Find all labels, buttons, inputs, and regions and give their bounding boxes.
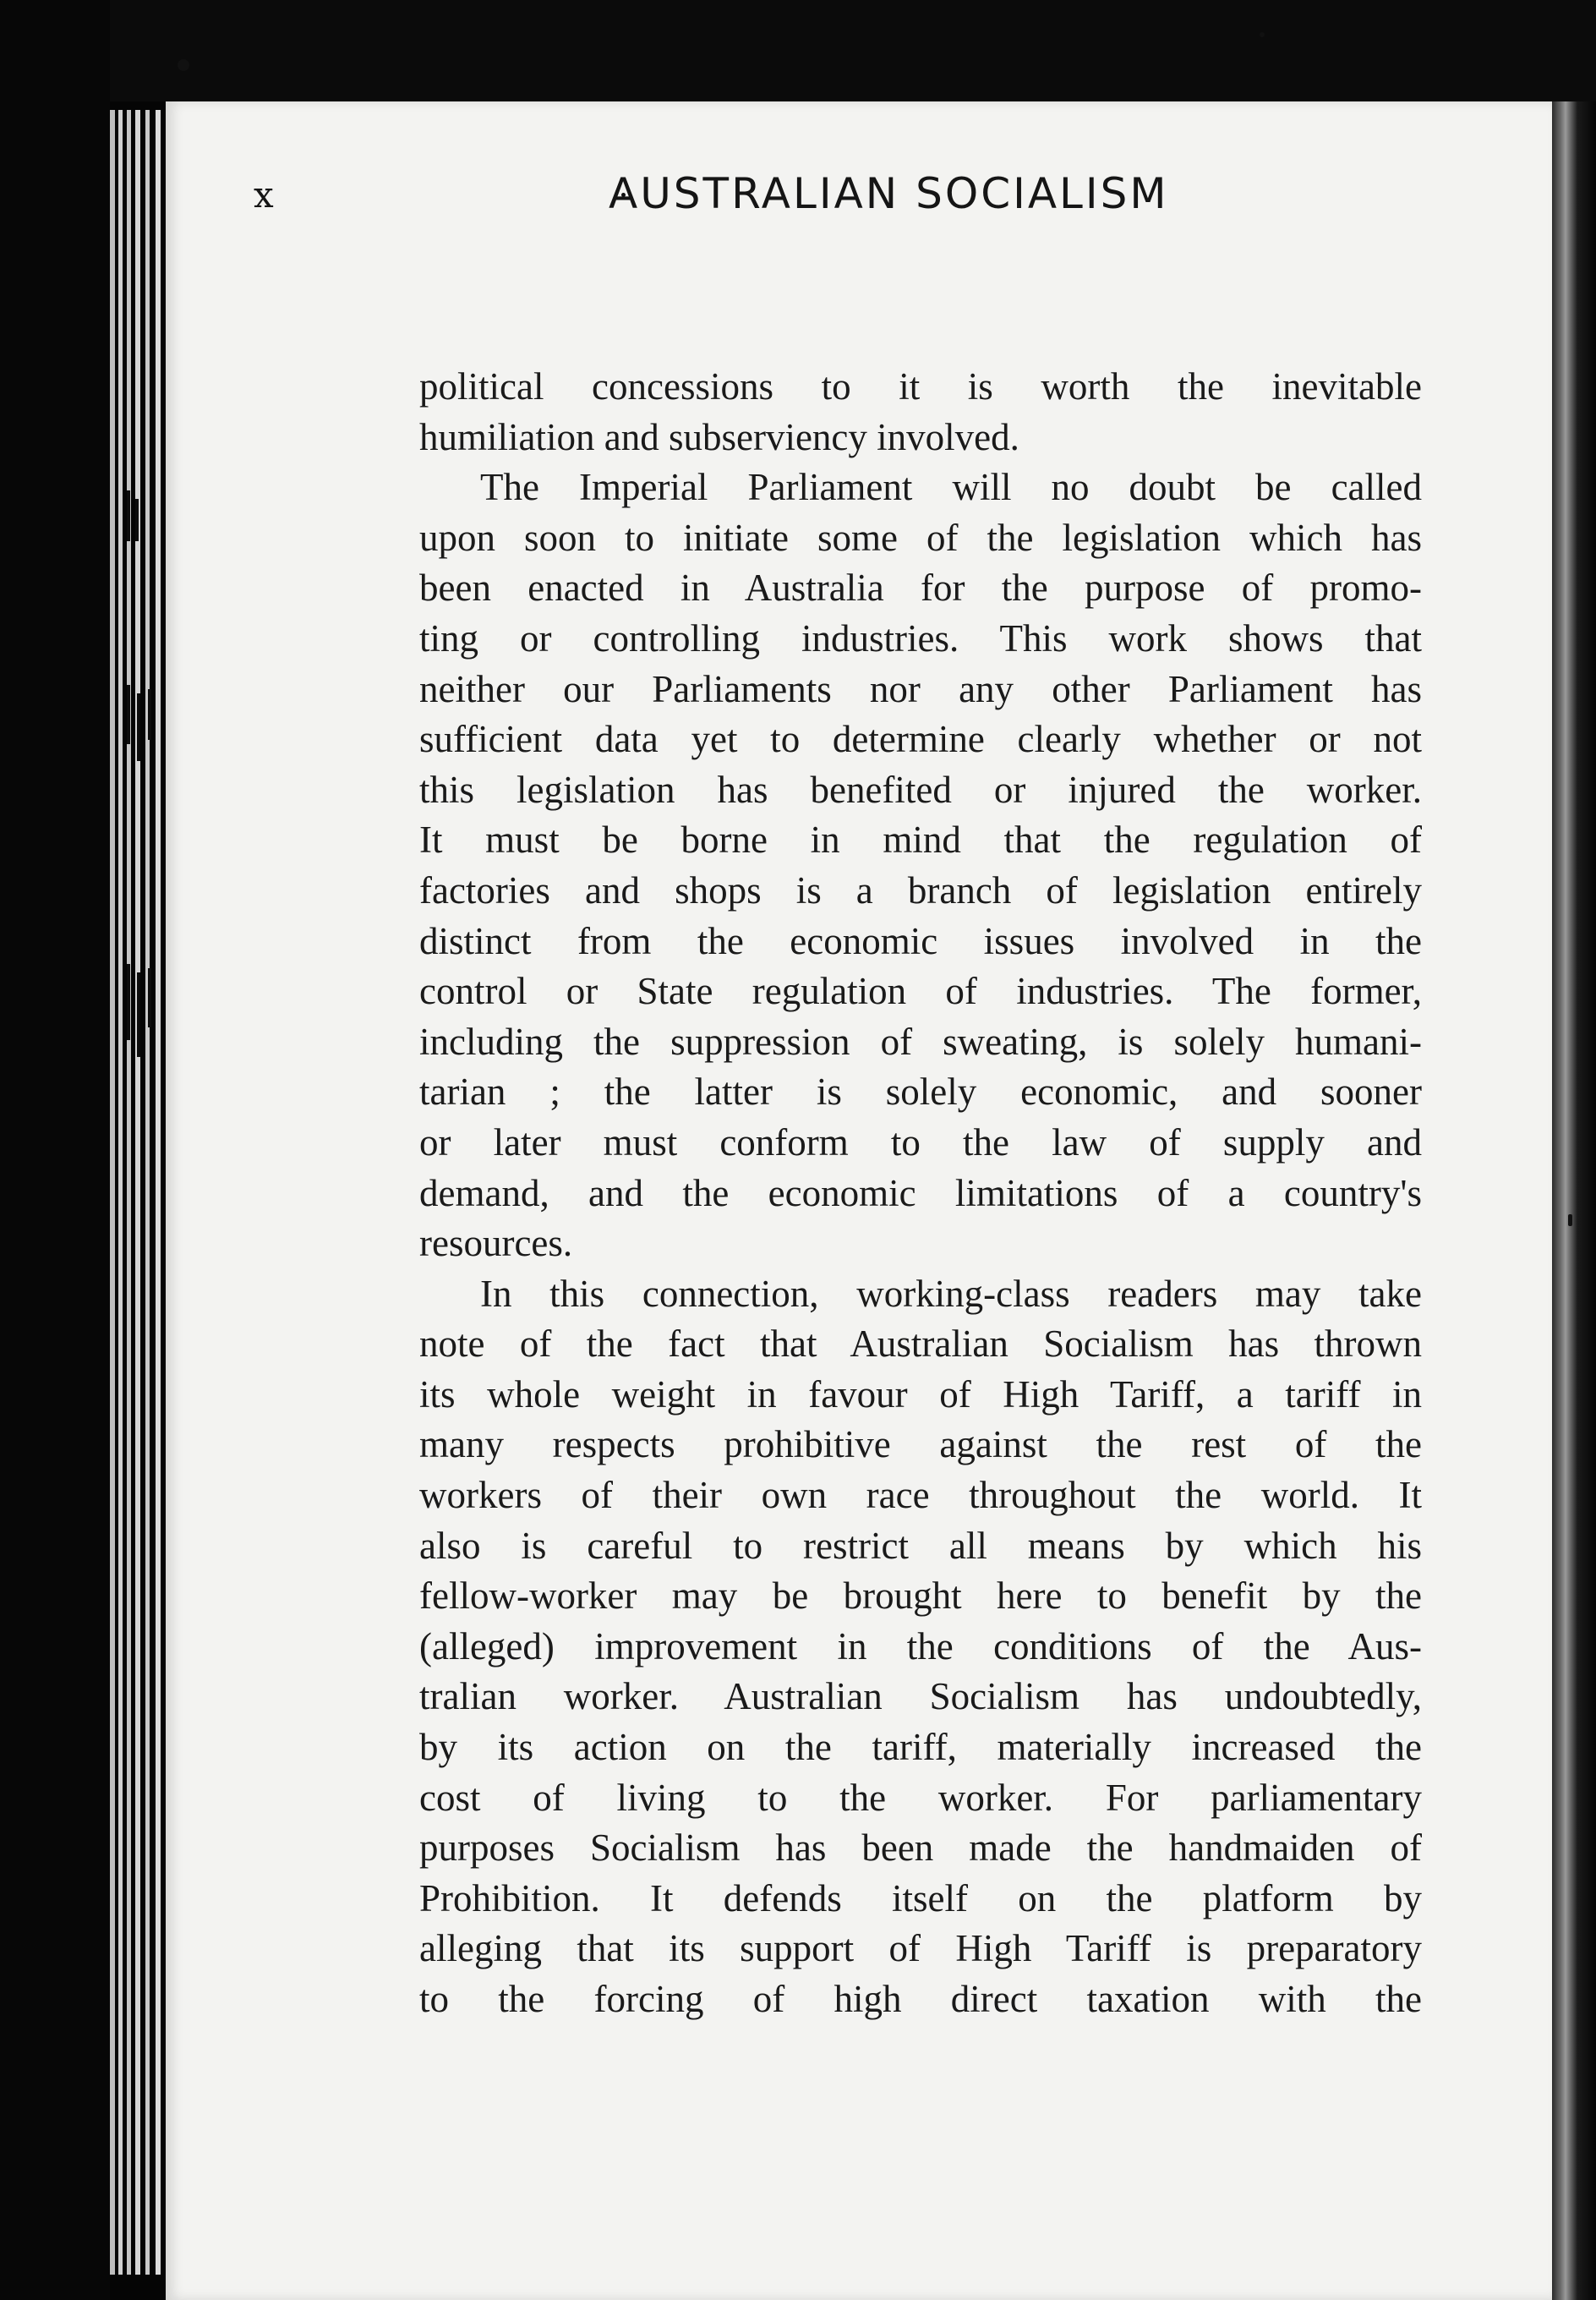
text-line: workers of their own race throughout the world. It bbox=[419, 1474, 1422, 1517]
text-line: factories and shops is a branch of legislation entirely bbox=[419, 868, 1422, 912]
scanner-top-border bbox=[0, 0, 1596, 101]
page-header bbox=[254, 169, 1268, 228]
page-number: x bbox=[254, 174, 274, 216]
text-line: also is careful to restrict all means by which his bbox=[419, 1524, 1422, 1567]
spine-mark bbox=[148, 968, 151, 1027]
text-line: control or State regulation of industries. The former, bbox=[419, 970, 1422, 1013]
spine-mark bbox=[127, 685, 130, 744]
text-line: distinct from the economic issues involved in the bbox=[419, 919, 1422, 962]
text-line: fellow-worker may be brought here to benefit by the bbox=[419, 1574, 1422, 1618]
text-line: It must be borne in mind that the regulation of bbox=[419, 819, 1422, 862]
page-edge bbox=[156, 110, 161, 2275]
page-edge bbox=[127, 110, 131, 2275]
text-line: including the suppression of sweating, is solely humani- bbox=[419, 1020, 1422, 1063]
book-spine-shadow bbox=[0, 0, 110, 2300]
text-line: its whole weight in favour of High Tariff, a tariff in bbox=[419, 1372, 1422, 1416]
page-edge bbox=[118, 110, 123, 2275]
text-line: neither our Parliaments nor any other Parliament has bbox=[419, 667, 1422, 710]
body-text bbox=[419, 362, 1422, 2025]
running-head: AUSTRALIAN SOCIALISM bbox=[609, 169, 1169, 218]
text-line: note of the fact that Australian Socialism has thrown bbox=[419, 1322, 1422, 1366]
text-line: sufficient data yet to determine clearly whether or not bbox=[419, 718, 1422, 761]
text-line: humiliation and subserviency involved. bbox=[419, 415, 1019, 458]
text-line: resources. bbox=[419, 1222, 573, 1265]
text-line: In this connection, working-class readers may take bbox=[480, 1272, 1422, 1315]
spine-mark bbox=[135, 499, 139, 541]
spine-mark bbox=[127, 490, 130, 541]
text-line: cost of living to the worker. For parliamentary bbox=[419, 1776, 1422, 1819]
text-line: ting or controlling industries. This work shows that bbox=[419, 616, 1422, 660]
text-line: Prohibition. It defends itself on the platform by bbox=[419, 1876, 1422, 1919]
text-line: many respects prohibitive against the rest of the bbox=[419, 1423, 1422, 1466]
dust-speck bbox=[1568, 1214, 1572, 1226]
text-line: been enacted in Australia for the purpose of promo- bbox=[419, 567, 1422, 610]
text-line: this legislation has benefited or injured the worker. bbox=[419, 768, 1422, 811]
page-edge bbox=[110, 110, 115, 2275]
text-line: political concessions to it is worth the inevitable bbox=[419, 365, 1422, 408]
text-line: tarian ; the latter is solely economic, and sooner bbox=[419, 1071, 1422, 1114]
text-line: demand, and the economic limitations of a country's bbox=[419, 1171, 1422, 1214]
text-line: upon soon to initiate some of the legislation which has bbox=[419, 516, 1422, 559]
text-line: to the forcing of high direct taxation with the bbox=[419, 1978, 1422, 2020]
spine-mark bbox=[137, 693, 140, 761]
text-line: alleging that its support of High Tariff is preparatory bbox=[419, 1927, 1422, 1970]
text-line: or later must conform to the law of supply and bbox=[419, 1120, 1422, 1164]
text-line: (alleged) improvement in the conditions of the Aus- bbox=[419, 1624, 1422, 1668]
text-line: purposes Socialism has been made the handmaiden of bbox=[419, 1826, 1422, 1870]
page-edge bbox=[145, 110, 150, 2275]
page-right-edge bbox=[1552, 101, 1596, 2300]
dust-speck bbox=[1260, 32, 1265, 37]
spine-mark bbox=[148, 689, 151, 740]
spine-mark bbox=[127, 964, 130, 1040]
text-line: tralian worker. Australian Socialism has undoubtedly, bbox=[419, 1675, 1422, 1718]
page-edge bbox=[135, 110, 140, 2275]
spine-mark bbox=[137, 972, 140, 1057]
dust-speck bbox=[178, 59, 189, 71]
text-line: The Imperial Parliament will no doubt be called bbox=[480, 466, 1422, 509]
text-line: by its action on the tariff, materially increased the bbox=[419, 1726, 1422, 1769]
